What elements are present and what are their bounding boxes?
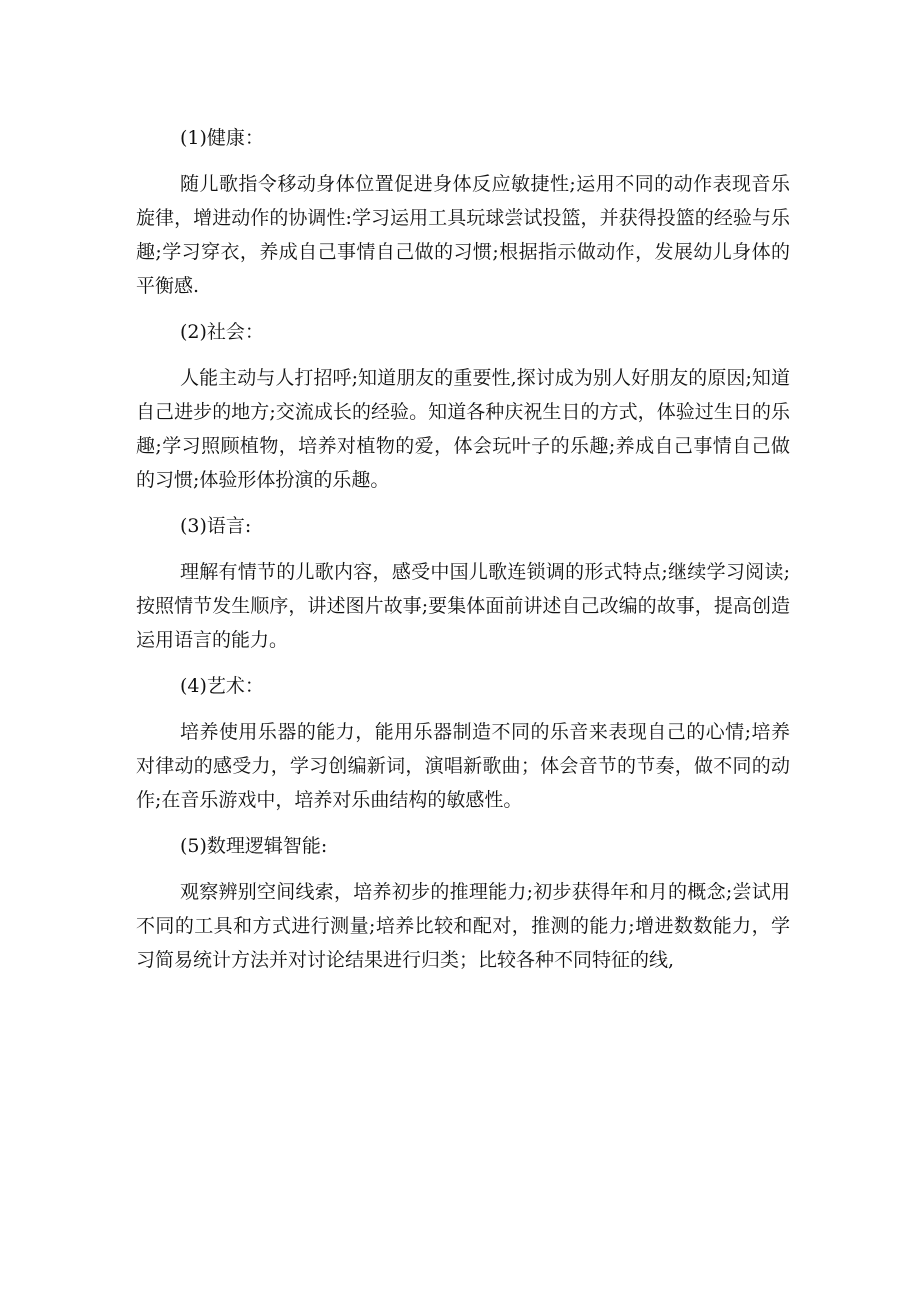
section-heading-math-logic: (5)数理逻辑智能: [180,835,328,857]
spacer [136,657,790,669]
section-body-math-logic: 观察辨别空间线索，培养初步的推理能力;初步获得年和月的概念;尝试用不同的工具和方式进行测量;培养比较和配对，推测的能力;增进数数能力，学习简易统计方法并对讨论结果进行归类；比较各种不同特征的线, [136,881,790,971]
spacer [136,497,790,509]
section-body-art: 培养使用乐器的能力，能用乐器制造不同的乐音来表现自己的心情;培养对律动的感受力，学习创编新词，演唱新歌曲；体会音节的节奏，做不同的动作;在音乐游戏中，培养对乐曲结构的敏感性。 [136,721,790,811]
section-heading-health: (1)健康： [180,127,264,149]
section-heading-language: (3)语言: [180,515,252,537]
section-body-society: 人能主动与人打招呼;知道朋友的重要性,探讨成为别人好朋友的原因;知道自己进步的地方;交流成长的经验。知道各种庆祝生日的方式，体验过生日的乐趣;学习照顾植物，培养对植物的爱，体会玩叶子的乐趣;养成自己事情自己做的习惯;体验形体扮演的乐趣。 [136,367,790,491]
spacer [136,543,790,555]
section-heading-society: (2)社会： [180,321,264,343]
spacer [136,703,790,715]
spacer [136,303,790,315]
section-body-language: 理解有情节的儿歌内容，感受中国儿歌连锁调的形式特点;继续学习阅读;按照情节发生顺序，讲述图片故事;要集体面前讲述自己改编的故事，提高创造运用语言的能力。 [136,561,790,651]
section-body-health: 随儿歌指令移动身体位置促进身体反应敏捷性;运用不同的动作表现音乐旋律，增进动作的协调性:学习运用工具玩球尝试投篮，并获得投篮的经验与乐趣;学习穿衣，养成自己事情自己做的习惯;根据指示做动作，发展幼儿身体的平衡感. [136,173,790,297]
spacer [136,155,790,167]
spacer [136,863,790,875]
document-body [136,121,790,977]
section-heading-art: (4)艺术： [180,675,264,697]
spacer [136,817,790,829]
spacer [136,349,790,361]
